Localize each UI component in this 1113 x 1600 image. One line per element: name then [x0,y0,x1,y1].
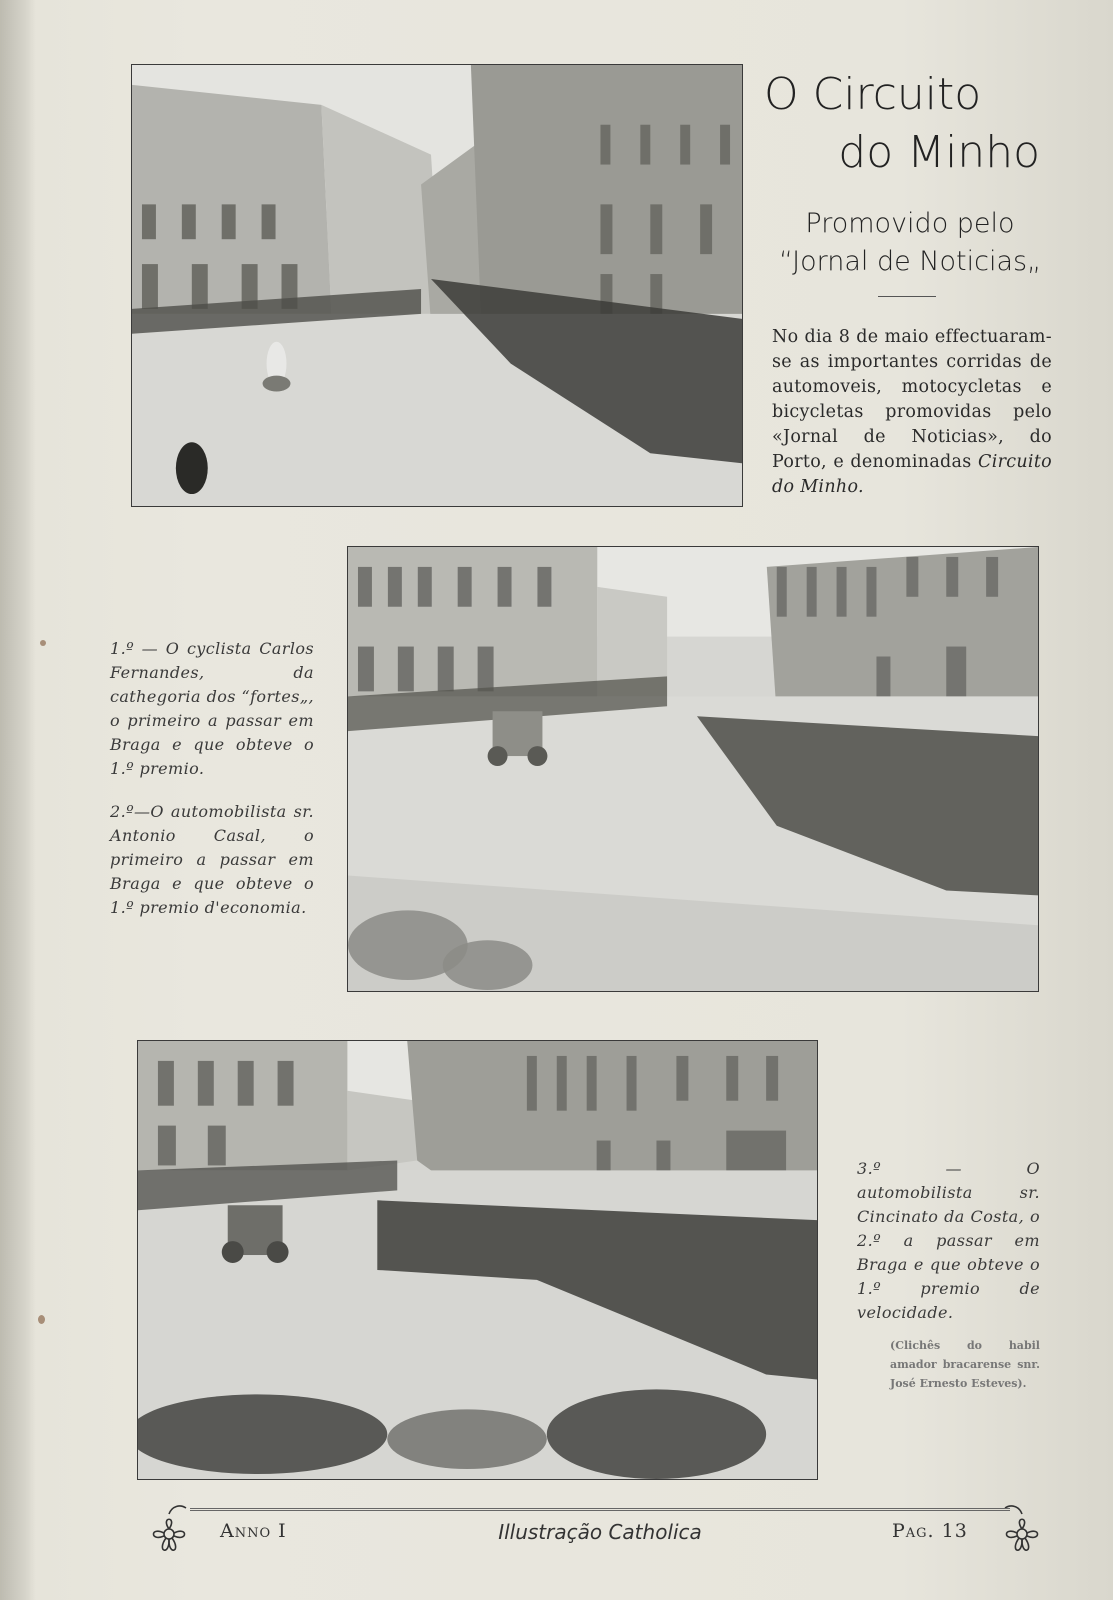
caption-second: 2.º—O automobilista sr. Antonio Casal, o primeiro a passar em Braga e que obteve o 1.º premio d'economia. [110,802,314,917]
photo-automobile-casal [347,546,1039,992]
title-line-2: do Minho [838,127,1040,178]
binding-gutter [0,0,36,1600]
footer-rule [190,1508,1010,1511]
intro-emphasis: Circuito do Minho. [772,452,1052,497]
article-intro [772,325,1052,500]
photo-cyclist [131,64,743,507]
intro-text: No dia 8 de maio effectuaram-se as importantes corridas de automoveis, motocycletas e bicycletas promovidas pelo «Jornal de Noticias», do Porto, e denominadas [772,327,1052,472]
footer-volume: Anno I [220,1520,287,1542]
paper-stain [38,1315,45,1324]
photo-automobile-costa [137,1040,818,1480]
title-line-1: O Circuito [764,69,982,120]
footer-page-number: Pag. 13 [892,1520,968,1542]
caption-third: 3.º — O automobilista sr. Cincinato da Costa, o 2.º a passar em Braga e que obteve o 1.º premio de velocidade. [857,1159,1040,1322]
article-subtitle [760,205,1060,281]
paper-stain [40,640,46,646]
subtitle-line-2: “Jornal de Noticias„ [778,246,1042,277]
article-title [740,66,1070,182]
flower-ornament-left-icon [142,1500,196,1560]
photo-credit: (Clichês do habil amador bracarense snr. José Ernesto Esteves). [890,1339,1040,1390]
caption-first: 1.º — O cyclista Carlos Fernandes, da cathegoria dos “fortes„, o primeiro a passar em Braga e que obteve o 1.º premio. [110,639,314,778]
footer-publication: Illustração Catholica [498,1520,702,1544]
title-divider [878,296,936,297]
subtitle-line-1: Promovido pelo [805,208,1015,239]
